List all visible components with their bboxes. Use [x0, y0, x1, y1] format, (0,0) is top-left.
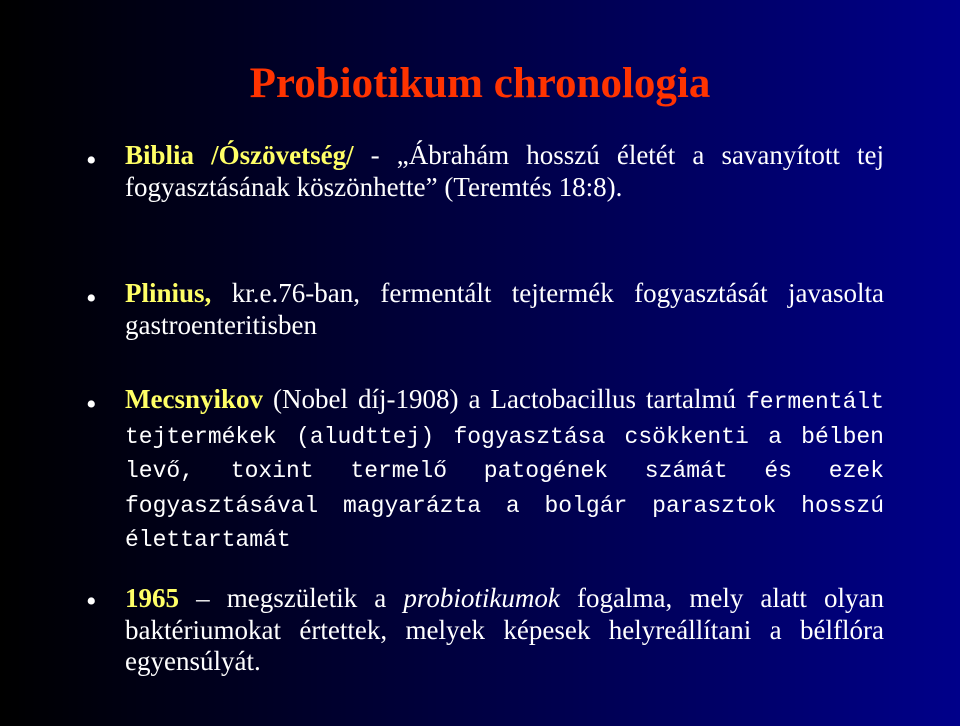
- slide-title: Probiotikum chronologia: [249, 60, 711, 107]
- bullet-text: – megszületik a: [179, 583, 404, 613]
- bullet-text-continued: fermentált tejtermékek (aludttej) fogyasztása csökkenti a bélben levő, toxint termelő patogének számát és ezek fogyasztásával magyarázta a bolgár parasztok hosszú élettartamát: [125, 389, 885, 553]
- bullet-lead: 1965: [125, 583, 179, 613]
- bullet-text: (Nobel díj-1908) a Lactobacillus tartalmú: [263, 384, 736, 414]
- bullet-text: - „Ábrahám hosszú életét a savanyított tej fogyasztásának köszönhette” (Teremtés 18:8).: [125, 140, 884, 202]
- bullet-item-biblia: [125, 140, 884, 203]
- bullet-italic-term: probiotikumok: [403, 583, 560, 613]
- bullet-icon: •: [86, 585, 97, 618]
- bullet-icon: •: [86, 144, 97, 177]
- bullet-item-mecsnyikov: [125, 384, 884, 557]
- bullet-lead: Biblia /Ószövetség/: [125, 140, 354, 170]
- bullet-icon: •: [86, 388, 97, 421]
- bullet-text: kr.e.76-ban, fermentált tejtermék fogyasztását javasolta gastroenteritisben: [125, 278, 884, 340]
- bullet-lead: Mecsnyikov: [125, 384, 263, 414]
- bullet-text-continued: fogalma, mely alatt olyan baktériumokat értettek, melyek képesek helyreállítani a bélflóra egyensúlyát.: [125, 583, 884, 676]
- bullet-item-plinius: [125, 278, 884, 341]
- bullet-item-1965: [125, 583, 884, 678]
- bullet-icon: •: [86, 282, 97, 315]
- bullet-lead: Plinius,: [125, 278, 212, 308]
